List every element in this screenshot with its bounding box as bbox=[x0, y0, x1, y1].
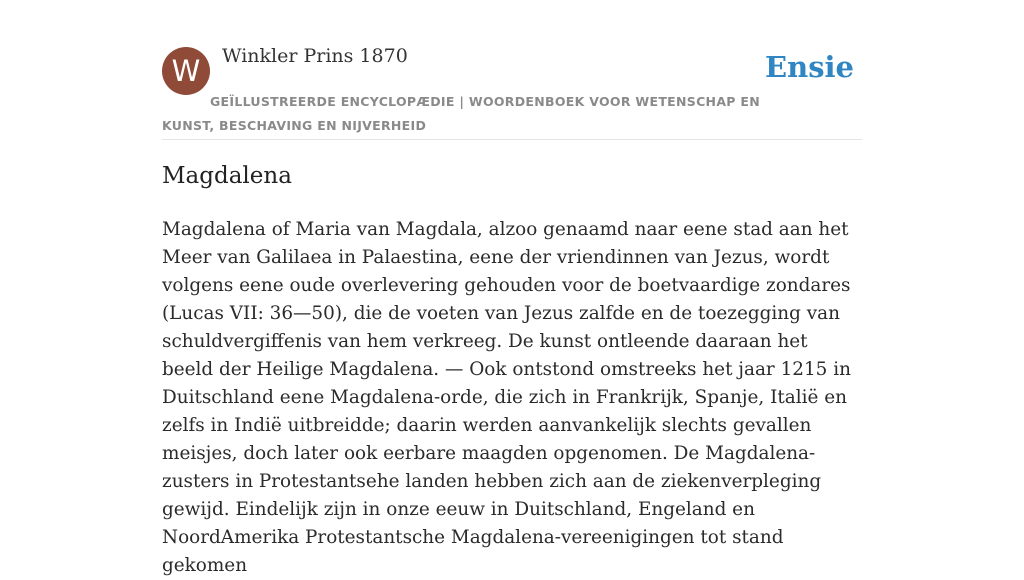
ensie-logo-link[interactable]: Ensie bbox=[765, 50, 854, 84]
header-divider bbox=[162, 139, 862, 140]
article-title: Magdalena bbox=[162, 163, 292, 189]
article-body: Magdalena of Maria van Magdala, alzoo genaamd naar eene stad aan het Meer van Galilaea in Palaestina, eene der vriendinnen van Jezus, wordt volgens eene oude overlevering gehouden voor de boetvaardige zondares (Lucas VII: 36—50), die de voeten van Jezus zalfde en de toezegging van schuldvergiffenis van hem verkreeg. De kunst ontleende daaraan het beeld der Heilige Magdalena. — Ook ontstond omstreeks het jaar 1215 in Duitschland eene Magdalena-orde, die zich in Frankrijk, Spanje, Italië en zelfs in Indië uitbreidde; daarin werden aanvankelijk slechts gevallen meisjes, doch later ook eerbare maagden opgenomen. De Magdalena-zusters in Protestantsehe landen hebben zich aan de ziekenverpleging gewijd. Eindelijk zijn in onze eeuw in Duitschland, Engeland en NoordAmerika Protestantsche Magdalena-vereenigingen tot stand gekomen bbox=[162, 219, 851, 576]
source-avatar[interactable]: W bbox=[162, 47, 210, 95]
source-title[interactable]: Winkler Prins 1870 bbox=[222, 45, 408, 67]
source-subtitle: GEÏLLUSTREERDE ENCYCLOPÆDIE | WOORDENBOEK VOOR WETENSCHAP EN KUNST, BESCHAVING EN NIJVERHEID bbox=[162, 94, 760, 133]
